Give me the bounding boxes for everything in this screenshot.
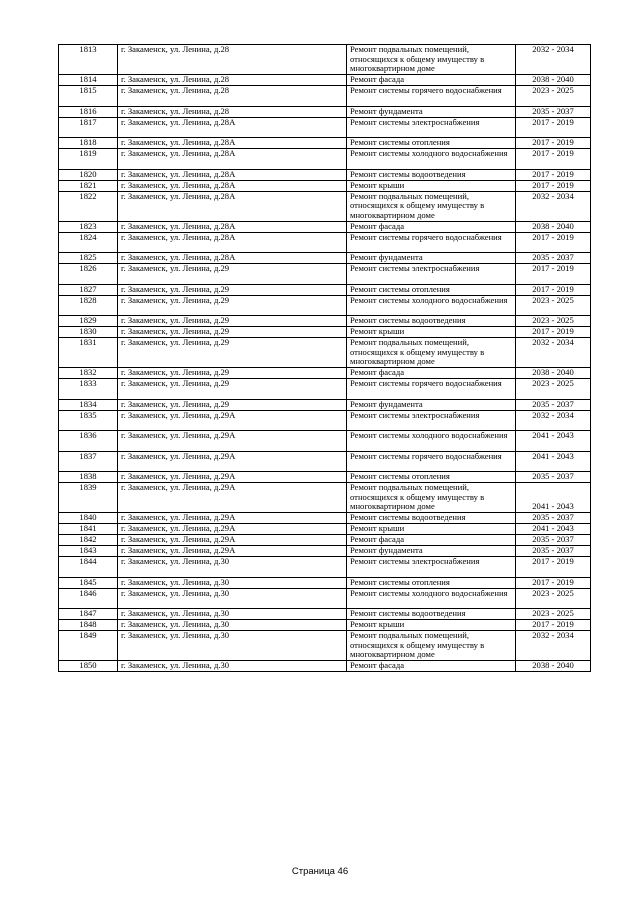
table-row [59, 546, 591, 557]
table-row [59, 284, 591, 295]
work-type-cell: Ремонт фасада [347, 221, 516, 232]
row-number-cell: 1835 [59, 410, 118, 431]
table-row [59, 295, 591, 316]
address-cell: г. Закаменск, ул. Ленина, д.28 [118, 106, 347, 117]
period-cell: 2032 - 2034 [516, 631, 591, 661]
row-number-cell: 1843 [59, 546, 118, 557]
table-row [59, 399, 591, 410]
period-cell: 2041 - 2043 [516, 451, 591, 472]
table-row [59, 149, 591, 170]
address-cell: г. Закаменск, ул. Ленина, д.29 [118, 327, 347, 338]
table-row [59, 472, 591, 483]
address-cell: г. Закаменск, ул. Ленина, д.28А [118, 117, 347, 138]
row-number-cell: 1840 [59, 513, 118, 524]
row-number-cell: 1818 [59, 138, 118, 149]
table-row [59, 327, 591, 338]
work-type-cell: Ремонт фасада [347, 535, 516, 546]
period-cell: 2023 - 2025 [516, 316, 591, 327]
table-row [59, 45, 591, 75]
address-cell: г. Закаменск, ул. Ленина, д.30 [118, 577, 347, 588]
period-cell: 2032 - 2034 [516, 45, 591, 75]
work-type-cell: Ремонт системы горячего водоснабжения [347, 86, 516, 107]
table-row [59, 661, 591, 672]
table-row [59, 232, 591, 253]
work-type-cell: Ремонт системы холодного водоснабжения [347, 295, 516, 316]
work-type-cell: Ремонт системы холодного водоснабжения [347, 588, 516, 609]
period-cell: 2017 - 2019 [516, 577, 591, 588]
address-cell: г. Закаменск, ул. Ленина, д.29А [118, 535, 347, 546]
address-cell: г. Закаменск, ул. Ленина, д.30 [118, 661, 347, 672]
period-cell: 2035 - 2037 [516, 513, 591, 524]
period-cell: 2032 - 2034 [516, 191, 591, 221]
work-type-cell: Ремонт системы электроснабжения [347, 410, 516, 431]
address-cell: г. Закаменск, ул. Ленина, д.28 [118, 75, 347, 86]
period-cell: 2017 - 2019 [516, 620, 591, 631]
table-row [59, 557, 591, 578]
period-cell: 2032 - 2034 [516, 410, 591, 431]
work-type-cell: Ремонт системы отопления [347, 138, 516, 149]
row-number-cell: 1819 [59, 149, 118, 170]
table-row [59, 338, 591, 368]
address-cell: г. Закаменск, ул. Ленина, д.30 [118, 631, 347, 661]
address-cell: г. Закаменск, ул. Ленина, д.29 [118, 316, 347, 327]
table-row [59, 106, 591, 117]
row-number-cell: 1847 [59, 609, 118, 620]
work-type-cell: Ремонт подвальных помещений, относящихся к общему имуществу в многоквартирном доме [347, 338, 516, 368]
address-cell: г. Закаменск, ул. Ленина, д.29А [118, 524, 347, 535]
period-cell: 2038 - 2040 [516, 368, 591, 379]
period-cell: 2017 - 2019 [516, 180, 591, 191]
table-row [59, 75, 591, 86]
table-row [59, 180, 591, 191]
period-cell: 2017 - 2019 [516, 169, 591, 180]
capital-repair-schedule-table [58, 44, 591, 672]
table-row [59, 535, 591, 546]
address-cell: г. Закаменск, ул. Ленина, д.28А [118, 232, 347, 253]
period-cell: 2017 - 2019 [516, 327, 591, 338]
table-row [59, 483, 591, 513]
row-number-cell: 1850 [59, 661, 118, 672]
address-cell: г. Закаменск, ул. Ленина, д.28А [118, 169, 347, 180]
address-cell: г. Закаменск, ул. Ленина, д.29А [118, 451, 347, 472]
table-row [59, 410, 591, 431]
address-cell: г. Закаменск, ул. Ленина, д.29А [118, 483, 347, 513]
row-number-cell: 1814 [59, 75, 118, 86]
row-number-cell: 1820 [59, 169, 118, 180]
work-type-cell: Ремонт фундамента [347, 253, 516, 264]
period-cell: 2041 - 2043 [516, 483, 591, 513]
work-type-cell: Ремонт системы водоотведения [347, 609, 516, 620]
period-cell: 2017 - 2019 [516, 232, 591, 253]
table-row [59, 577, 591, 588]
table-row [59, 169, 591, 180]
row-number-cell: 1813 [59, 45, 118, 75]
row-number-cell: 1846 [59, 588, 118, 609]
table-row [59, 221, 591, 232]
period-cell: 2035 - 2037 [516, 253, 591, 264]
row-number-cell: 1832 [59, 368, 118, 379]
address-cell: г. Закаменск, ул. Ленина, д.29 [118, 338, 347, 368]
address-cell: г. Закаменск, ул. Ленина, д.28 [118, 45, 347, 75]
period-cell: 2017 - 2019 [516, 149, 591, 170]
period-cell: 2017 - 2019 [516, 138, 591, 149]
row-number-cell: 1831 [59, 338, 118, 368]
work-type-cell: Ремонт фундамента [347, 399, 516, 410]
table-row [59, 191, 591, 221]
address-cell: г. Закаменск, ул. Ленина, д.29А [118, 410, 347, 431]
work-type-cell: Ремонт системы отопления [347, 577, 516, 588]
row-number-cell: 1839 [59, 483, 118, 513]
period-cell: 2041 - 2043 [516, 524, 591, 535]
address-cell: г. Закаменск, ул. Ленина, д.29А [118, 546, 347, 557]
period-cell: 2041 - 2043 [516, 431, 591, 452]
row-number-cell: 1824 [59, 232, 118, 253]
table-row [59, 264, 591, 285]
work-type-cell: Ремонт системы водоотведения [347, 169, 516, 180]
period-cell: 2035 - 2037 [516, 535, 591, 546]
table-row [59, 117, 591, 138]
period-cell: 2035 - 2037 [516, 472, 591, 483]
work-type-cell: Ремонт крыши [347, 327, 516, 338]
row-number-cell: 1842 [59, 535, 118, 546]
row-number-cell: 1816 [59, 106, 118, 117]
work-type-cell: Ремонт системы горячего водоснабжения [347, 451, 516, 472]
period-cell: 2035 - 2037 [516, 546, 591, 557]
table-row [59, 86, 591, 107]
address-cell: г. Закаменск, ул. Ленина, д.29 [118, 379, 347, 400]
address-cell: г. Закаменск, ул. Ленина, д.30 [118, 620, 347, 631]
work-type-cell: Ремонт системы электроснабжения [347, 117, 516, 138]
address-cell: г. Закаменск, ул. Ленина, д.28А [118, 253, 347, 264]
row-number-cell: 1833 [59, 379, 118, 400]
period-cell: 2032 - 2034 [516, 338, 591, 368]
period-cell: 2035 - 2037 [516, 399, 591, 410]
work-type-cell: Ремонт фундамента [347, 546, 516, 557]
work-type-cell: Ремонт системы отопления [347, 284, 516, 295]
address-cell: г. Закаменск, ул. Ленина, д.29А [118, 472, 347, 483]
table-row [59, 631, 591, 661]
row-number-cell: 1848 [59, 620, 118, 631]
work-type-cell: Ремонт системы холодного водоснабжения [347, 149, 516, 170]
period-cell: 2038 - 2040 [516, 75, 591, 86]
row-number-cell: 1845 [59, 577, 118, 588]
period-cell: 2017 - 2019 [516, 284, 591, 295]
row-number-cell: 1844 [59, 557, 118, 578]
period-cell: 2035 - 2037 [516, 106, 591, 117]
table-row [59, 431, 591, 452]
period-cell: 2038 - 2040 [516, 661, 591, 672]
period-cell: 2023 - 2025 [516, 295, 591, 316]
row-number-cell: 1837 [59, 451, 118, 472]
work-type-cell: Ремонт подвальных помещений, относящихся к общему имуществу в многоквартирном доме [347, 631, 516, 661]
work-type-cell: Ремонт системы отопления [347, 472, 516, 483]
row-number-cell: 1838 [59, 472, 118, 483]
row-number-cell: 1828 [59, 295, 118, 316]
address-cell: г. Закаменск, ул. Ленина, д.30 [118, 609, 347, 620]
table-row [59, 513, 591, 524]
row-number-cell: 1834 [59, 399, 118, 410]
address-cell: г. Закаменск, ул. Ленина, д.28А [118, 138, 347, 149]
table-row [59, 379, 591, 400]
period-cell: 2017 - 2019 [516, 264, 591, 285]
address-cell: г. Закаменск, ул. Ленина, д.29 [118, 368, 347, 379]
row-number-cell: 1849 [59, 631, 118, 661]
table-row [59, 524, 591, 535]
page-number: Страница 46 [291, 866, 349, 877]
row-number-cell: 1821 [59, 180, 118, 191]
period-cell: 2017 - 2019 [516, 557, 591, 578]
address-cell: г. Закаменск, ул. Ленина, д.29А [118, 513, 347, 524]
work-type-cell: Ремонт системы водоотведения [347, 316, 516, 327]
work-type-cell: Ремонт системы электроснабжения [347, 264, 516, 285]
address-cell: г. Закаменск, ул. Ленина, д.28А [118, 191, 347, 221]
work-type-cell: Ремонт крыши [347, 180, 516, 191]
period-cell: 2023 - 2025 [516, 86, 591, 107]
table-row [59, 620, 591, 631]
address-cell: г. Закаменск, ул. Ленина, д.29 [118, 264, 347, 285]
address-cell: г. Закаменск, ул. Ленина, д.28 [118, 86, 347, 107]
address-cell: г. Закаменск, ул. Ленина, д.29 [118, 399, 347, 410]
address-cell: г. Закаменск, ул. Ленина, д.29 [118, 284, 347, 295]
period-cell: 2023 - 2025 [516, 379, 591, 400]
work-type-cell: Ремонт фасада [347, 661, 516, 672]
address-cell: г. Закаменск, ул. Ленина, д.28А [118, 149, 347, 170]
work-type-cell: Ремонт фасада [347, 75, 516, 86]
work-type-cell: Ремонт подвальных помещений, относящихся к общему имуществу в многоквартирном доме [347, 483, 516, 513]
table-row [59, 138, 591, 149]
work-type-cell: Ремонт системы холодного водоснабжения [347, 431, 516, 452]
work-type-cell: Ремонт крыши [347, 620, 516, 631]
row-number-cell: 1823 [59, 221, 118, 232]
row-number-cell: 1841 [59, 524, 118, 535]
table-row [59, 451, 591, 472]
work-type-cell: Ремонт системы электроснабжения [347, 557, 516, 578]
work-type-cell: Ремонт системы водоотведения [347, 513, 516, 524]
address-cell: г. Закаменск, ул. Ленина, д.28А [118, 221, 347, 232]
address-cell: г. Закаменск, ул. Ленина, д.30 [118, 557, 347, 578]
address-cell: г. Закаменск, ул. Ленина, д.29А [118, 431, 347, 452]
row-number-cell: 1826 [59, 264, 118, 285]
row-number-cell: 1825 [59, 253, 118, 264]
table-row [59, 316, 591, 327]
address-cell: г. Закаменск, ул. Ленина, д.30 [118, 588, 347, 609]
row-number-cell: 1817 [59, 117, 118, 138]
period-cell: 2038 - 2040 [516, 221, 591, 232]
row-number-cell: 1822 [59, 191, 118, 221]
row-number-cell: 1830 [59, 327, 118, 338]
address-cell: г. Закаменск, ул. Ленина, д.28А [118, 180, 347, 191]
period-cell: 2017 - 2019 [516, 117, 591, 138]
table-row [59, 368, 591, 379]
row-number-cell: 1827 [59, 284, 118, 295]
period-cell: 2023 - 2025 [516, 609, 591, 620]
work-type-cell: Ремонт фундамента [347, 106, 516, 117]
work-type-cell: Ремонт системы горячего водоснабжения [347, 379, 516, 400]
table-body [59, 45, 591, 672]
table-row [59, 609, 591, 620]
table-row [59, 253, 591, 264]
work-type-cell: Ремонт подвальных помещений, относящихся к общему имуществу в многоквартирном доме [347, 191, 516, 221]
work-type-cell: Ремонт фасада [347, 368, 516, 379]
row-number-cell: 1829 [59, 316, 118, 327]
work-type-cell: Ремонт подвальных помещений, относящихся к общему имуществу в многоквартирном доме [347, 45, 516, 75]
work-type-cell: Ремонт системы горячего водоснабжения [347, 232, 516, 253]
row-number-cell: 1815 [59, 86, 118, 107]
row-number-cell: 1836 [59, 431, 118, 452]
work-type-cell: Ремонт крыши [347, 524, 516, 535]
period-cell: 2023 - 2025 [516, 588, 591, 609]
table-row [59, 588, 591, 609]
address-cell: г. Закаменск, ул. Ленина, д.29 [118, 295, 347, 316]
